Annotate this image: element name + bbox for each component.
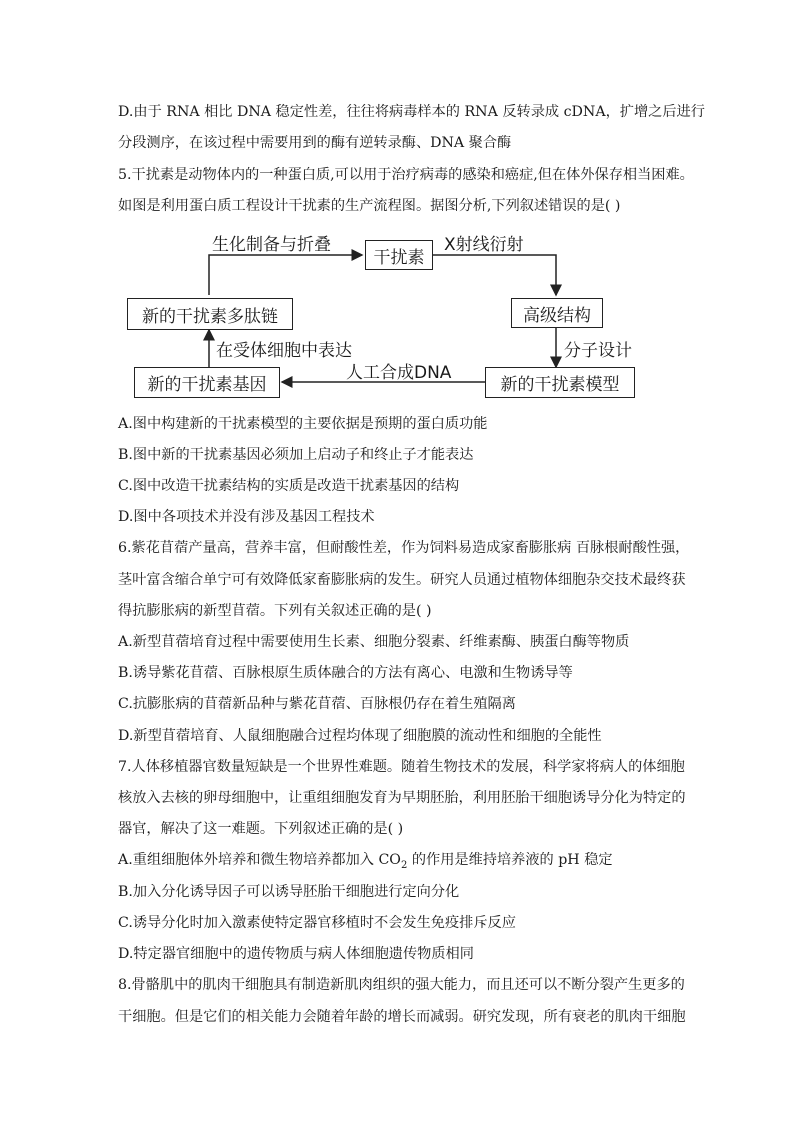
label-biochem-prep: 生化制备与折叠	[212, 235, 331, 255]
q6-option-a: A.新型苜蓿培育过程中需要使用生长素、细胞分裂素、纤维素酶、胰蛋白酶等物质	[118, 634, 630, 650]
box-advanced-structure: 高级结构	[511, 298, 603, 328]
q7-stem-line2: 核放入去核的卵母细胞中，让重组细胞发育为早期胚胎，利用胚胎干细胞诱导分化为特定的	[118, 790, 686, 806]
q5-option-c: C.图中改造干扰素结构的实质是改造干扰素基因的结构	[118, 478, 460, 494]
label-xray-diffraction: X射线衍射	[444, 235, 524, 255]
q5-option-a: A.图中构建新的干扰素模型的主要依据是预期的蛋白质功能	[118, 416, 488, 432]
box-new-interferon-gene: 新的干扰素基因	[134, 367, 280, 398]
q5-flow-diagram	[118, 222, 648, 402]
q6-option-c: C.抗膨胀病的苜蓿新品种与紫花苜蓿、百脉根仍存在着生殖隔离	[118, 696, 516, 712]
box-new-interferon-polypeptide: 新的干扰素多肽链	[127, 298, 293, 330]
q6-stem-line1: 6.紫花苜蓿产量高，营养丰富，但耐酸性差，作为饲料易造成家畜膨胀病 百脉根耐酸性强，	[118, 540, 690, 556]
q7-option-c: C.诱导分化时加入激素使特定器官移植时不会发生免疫排斥反应	[118, 915, 516, 931]
label-molecular-design: 分子设计	[564, 341, 632, 361]
label-express-in-host: 在受体细胞中表达	[216, 341, 352, 361]
q7-option-a-sub: 2	[400, 859, 408, 871]
q5-stem-line2: 如图是利用蛋白质工程设计干扰素的生产流程图。据图分析,下列叙述错误的是( )	[118, 198, 621, 214]
q6-option-b: B.诱导紫花苜蓿、百脉根原生质体融合的方法有离心、电激和生物诱导等	[118, 665, 573, 681]
label-artificial-dna: 人工合成DNA	[346, 363, 452, 383]
q7-stem-line3: 器官，解决了这一难题。下列叙述正确的是( )	[118, 821, 404, 837]
q7-stem-line1: 7.人体移植器官数量短缺是一个世界性难题。随着生物技术的发展，科学家将病人的体细胞	[118, 759, 685, 775]
q5-option-d: D.图中各项技术并没有涉及基因工程技术	[118, 509, 375, 525]
q4-option-d-line2: 分段测序，在该过程中需要用到的酶有逆转录酶、DNA 聚合酶	[118, 135, 512, 151]
q7-option-a-post: 的作用是维持培养液的 pH 稳定	[407, 852, 613, 868]
q5-stem-line1: 5.干扰素是动物体内的一种蛋白质,可以用于治疗病毒的感染和癌症,但在体外保存相当困难。	[118, 167, 694, 183]
q8-stem-line2: 干细胞。但是它们的相关能力会随着年龄的增长而减弱。研究发现，所有衰老的肌肉干细胞	[118, 1009, 686, 1025]
q7-option-a	[118, 850, 613, 876]
q4-option-d-line1: D.由于 RNA 相比 DNA 稳定性差，往往将病毒样本的 RNA 反转录成 cDNA，扩增之后进行	[118, 104, 705, 120]
q6-option-d: D.新型苜蓿培育、人鼠细胞融合过程均体现了细胞膜的流动性和细胞的全能性	[118, 728, 602, 744]
box-new-interferon-model: 新的干扰素模型	[485, 367, 635, 398]
box-interferon: 干扰素	[365, 240, 433, 270]
q7-option-d: D.特定器官细胞中的遗传物质与病人体细胞遗传物质相同	[118, 946, 474, 962]
q7-option-a-pre: A.重组细胞体外培养和微生物培养都加入 CO	[118, 852, 401, 868]
q5-option-b: B.图中新的干扰素基因必须加上启动子和终止子才能表达	[118, 447, 474, 463]
q8-stem-line1: 8.骨骼肌中的肌肉干细胞具有制造新肌肉组织的强大能力，而且还可以不断分裂产生更多的	[118, 977, 685, 993]
q7-option-b: B.加入分化诱导因子可以诱导胚胎干细胞进行定向分化	[118, 884, 460, 900]
q6-stem-line2: 茎叶富含缩合单宁可有效降低家畜膨胀病的发生。研究人员通过植物体细胞杂交技术最终获	[118, 572, 686, 588]
q6-stem-line3: 得抗膨胀病的新型苜蓿。下列有关叙述正确的是( )	[118, 603, 432, 619]
